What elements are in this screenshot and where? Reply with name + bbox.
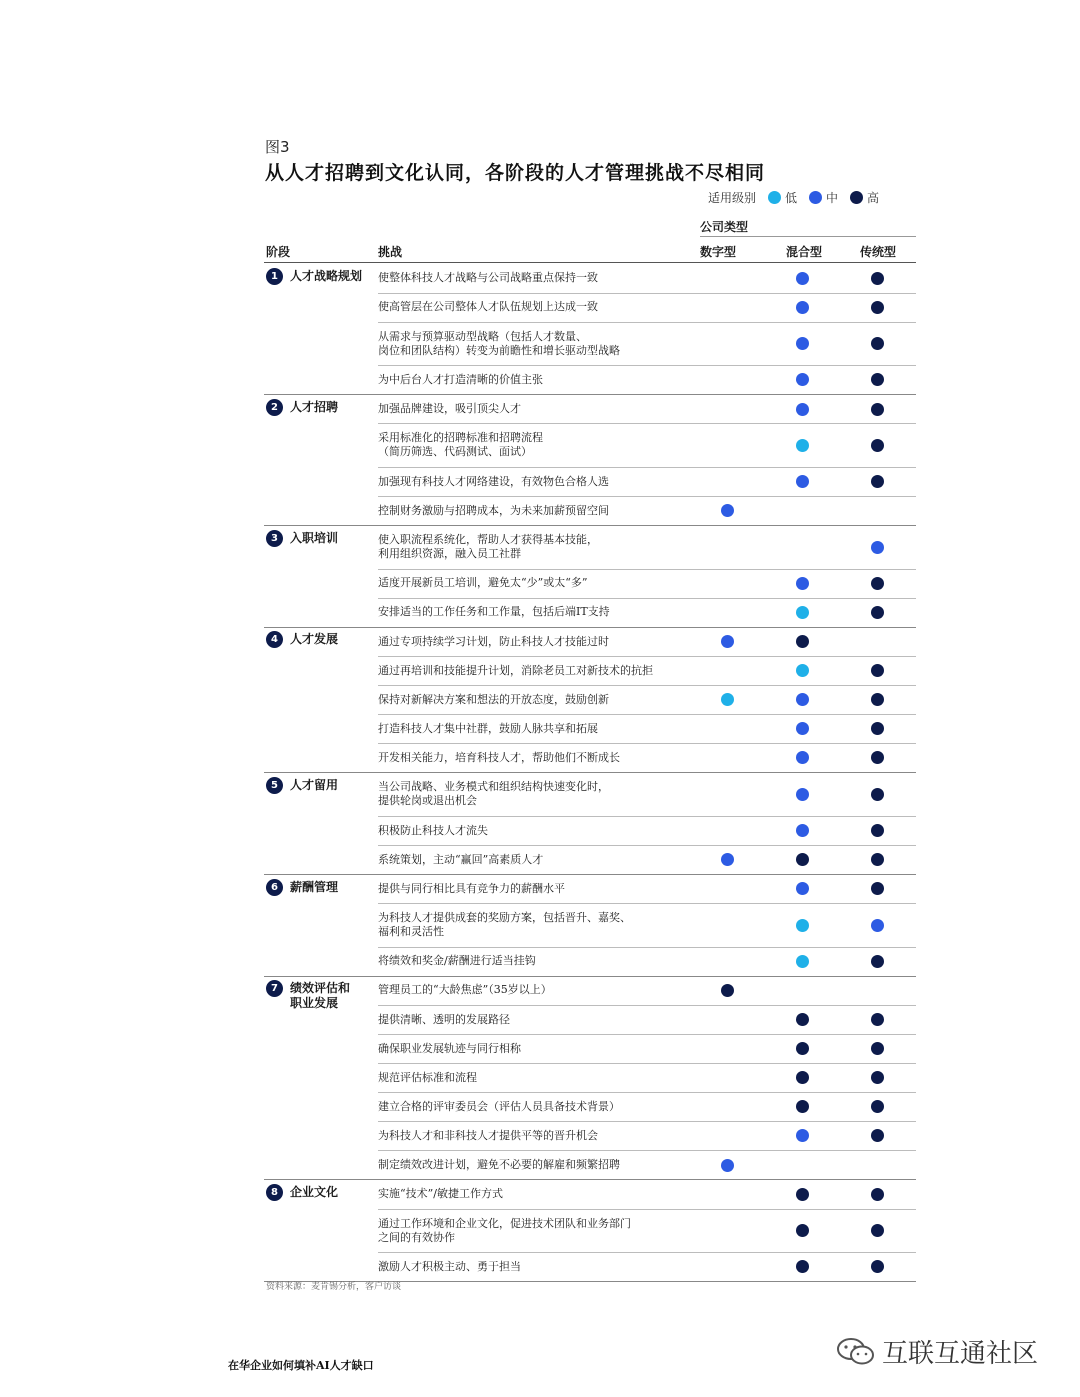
hybrid-high-dot <box>796 1224 809 1237</box>
hybrid-mid-dot <box>796 722 809 735</box>
company-type-divider <box>700 236 916 237</box>
stage-number-badge: 6 <box>266 879 283 896</box>
header-challenge: 挑战 <box>378 245 403 259</box>
challenge-text: 建立合格的评审委员会（评估人员具备技术背景） <box>378 1099 620 1113</box>
hybrid-mid-dot <box>796 577 809 590</box>
hybrid-high-dot <box>796 1013 809 1026</box>
table-row <box>378 1151 916 1180</box>
digital-high-dot <box>721 984 734 997</box>
header-hybrid: 混合型 <box>786 245 823 259</box>
table-row <box>378 1122 916 1151</box>
challenge-text: 提供清晰、透明的发展路径 <box>378 1012 510 1026</box>
hybrid-low-dot <box>796 664 809 677</box>
hybrid-mid-dot <box>796 824 809 837</box>
table-row <box>378 1253 916 1282</box>
stage-number-badge: 7 <box>266 980 283 997</box>
table-row <box>378 627 916 656</box>
traditional-mid-dot <box>871 919 884 932</box>
stage-name: 人才战略规划 <box>290 269 363 283</box>
traditional-high-dot <box>871 1100 884 1113</box>
stage-4 <box>266 631 338 648</box>
hybrid-low-dot <box>796 955 809 968</box>
challenge-text: 为中后台人才打造清晰的价值主张 <box>378 372 543 386</box>
traditional-high-dot <box>871 1224 884 1237</box>
hybrid-low-dot <box>796 606 809 619</box>
challenge-text: 加强品牌建设，吸引顶尖人才 <box>378 402 521 416</box>
stage-5 <box>266 777 338 794</box>
challenge-text: 开发相关能力，培育科技人才，帮助他们不断成长 <box>378 750 620 764</box>
stage-name: 入职培训 <box>290 530 339 545</box>
traditional-high-dot <box>871 272 884 285</box>
challenge-text: 管理员工的“大龄焦虑”（35岁以上） <box>378 983 552 997</box>
digital-mid-dot <box>721 635 734 648</box>
traditional-high-dot <box>871 1042 884 1055</box>
table-row <box>378 395 916 424</box>
challenge-text: 使入职流程系统化，帮助人才获得基本技能， 利用组织资源，融入员工社群 <box>378 533 598 561</box>
table-row <box>378 656 916 685</box>
challenge-text: 安排适当的工作任务和工作量，包括后端IT支持 <box>378 605 610 619</box>
traditional-high-dot <box>871 1188 884 1201</box>
table-row <box>378 816 916 845</box>
table-row <box>378 845 916 874</box>
digital-mid-dot <box>721 1159 734 1172</box>
digital-low-dot <box>721 693 734 706</box>
table-row <box>378 264 916 293</box>
stage-name: 人才发展 <box>290 632 339 647</box>
hybrid-mid-dot <box>796 751 809 764</box>
challenge-text: 实施“技术”/敏捷工作方式 <box>378 1187 503 1201</box>
table-row <box>378 497 916 526</box>
traditional-high-dot <box>871 722 884 735</box>
hybrid-mid-dot <box>796 1129 809 1142</box>
digital-mid-dot <box>721 853 734 866</box>
legend-text-mid: 中 <box>826 191 839 205</box>
table-row <box>378 467 916 496</box>
challenge-text: 采用标准化的招聘标准和招聘流程 （简历筛选、代码测试、面试） <box>378 431 543 459</box>
stage-name: 人才招聘 <box>290 399 339 414</box>
legend-label: 适用级别 <box>708 191 757 205</box>
stage-name: 企业文化 <box>290 1184 339 1199</box>
stage-number-badge: 2 <box>266 399 283 416</box>
hybrid-mid-dot <box>796 693 809 706</box>
stage-name: 绩效评估和 职业发展 <box>290 981 351 1011</box>
challenge-text: 规范评估标准和流程 <box>378 1070 477 1084</box>
challenge-text: 适度开展新员工培训，避免太“少”或太“多” <box>378 576 588 590</box>
wechat-icon <box>836 1337 876 1367</box>
hybrid-high-dot <box>796 1260 809 1273</box>
table-row <box>378 1209 916 1252</box>
challenge-text: 提供与同行相比具有竞争力的薪酬水平 <box>378 881 565 895</box>
challenge-text: 为科技人才和非科技人才提供平等的晋升机会 <box>378 1128 598 1142</box>
source-note: 资料来源：麦肯锡分析，客户访谈 <box>266 1282 402 1292</box>
traditional-high-dot <box>871 475 884 488</box>
digital-mid-dot <box>721 504 734 517</box>
traditional-high-dot <box>871 955 884 968</box>
hybrid-mid-dot <box>796 403 809 416</box>
stage-number-badge: 3 <box>266 530 283 547</box>
stage-name: 人才留用 <box>290 777 339 792</box>
hybrid-high-dot <box>796 853 809 866</box>
challenge-text: 制定绩效改进计划，避免不必要的解雇和频繁招聘 <box>378 1158 620 1172</box>
header-stage: 阶段 <box>266 245 291 259</box>
legend-dot-mid <box>809 191 822 204</box>
table-row <box>378 947 916 976</box>
stage-name: 薪酬管理 <box>290 879 339 894</box>
stage-number-badge: 4 <box>266 631 283 648</box>
table-row <box>378 686 916 715</box>
stage-8 <box>266 1184 338 1201</box>
challenge-text: 通过专项持续学习计划，防止科技人才技能过时 <box>378 634 609 648</box>
legend-item-mid <box>809 189 838 206</box>
challenge-text: 通过再培训和技能提升计划，消除老员工对新技术的抗拒 <box>378 663 653 677</box>
legend-text-low: 低 <box>785 191 798 205</box>
challenge-text: 从需求与预算驱动型战略（包括人才数量、 岗位和团队结构）转变为前瞻性和增长驱动型战略 <box>378 329 620 357</box>
traditional-high-dot <box>871 824 884 837</box>
challenge-text: 激励人才积极主动、勇于担当 <box>378 1259 521 1273</box>
traditional-high-dot <box>871 1260 884 1273</box>
traditional-high-dot <box>871 301 884 314</box>
table-row <box>378 598 916 627</box>
stage-6 <box>266 879 338 896</box>
traditional-high-dot <box>871 403 884 416</box>
stage-number-badge: 5 <box>266 777 283 794</box>
footer-title: 在华企业如何填补AI人才缺口 <box>228 1359 374 1372</box>
table-row <box>378 976 916 1005</box>
traditional-high-dot <box>871 882 884 895</box>
traditional-high-dot <box>871 664 884 677</box>
table-row <box>378 744 916 773</box>
table-row <box>378 875 916 904</box>
challenge-text: 加强现有科技人才网络建设，有效物色合格人选 <box>378 474 609 488</box>
table-row <box>378 904 916 947</box>
company-type-label: 公司类型 <box>700 220 749 234</box>
legend-dot-high <box>850 191 863 204</box>
legend-text-high: 高 <box>867 191 880 205</box>
table-row <box>378 715 916 744</box>
table-row <box>378 1064 916 1093</box>
table-row <box>378 1180 916 1209</box>
table-row <box>378 526 916 569</box>
challenge-text: 将绩效和奖金/薪酬进行适当挂钩 <box>378 954 536 968</box>
legend <box>708 189 879 206</box>
legend-item-high <box>850 189 879 206</box>
traditional-high-dot <box>871 693 884 706</box>
table-row <box>378 1034 916 1063</box>
legend-item-low <box>768 189 797 206</box>
challenge-text: 为科技人才提供成套的奖励方案，包括晋升、嘉奖、 福利和灵活性 <box>378 911 631 939</box>
header-traditional: 传统型 <box>860 245 897 259</box>
stage-1 <box>266 268 362 285</box>
traditional-high-dot <box>871 439 884 452</box>
table-row <box>378 773 916 816</box>
challenge-text: 使高管层在公司整体人才队伍规划上达成一致 <box>378 300 598 314</box>
hybrid-mid-dot <box>796 301 809 314</box>
challenge-text: 当公司战略、业务模式和组织结构快速变化时， 提供轮岗或退出机会 <box>378 780 609 808</box>
traditional-high-dot <box>871 1013 884 1026</box>
traditional-high-dot <box>871 751 884 764</box>
traditional-high-dot <box>871 1129 884 1142</box>
table-row <box>378 293 916 322</box>
challenge-text: 使整体科技人才战略与公司战略重点保持一致 <box>378 271 598 285</box>
stage-number-badge: 8 <box>266 1184 283 1201</box>
hybrid-low-dot <box>796 439 809 452</box>
legend-dot-low <box>768 191 781 204</box>
challenge-text: 系统策划，主动“赢回”高素质人才 <box>378 852 544 866</box>
traditional-mid-dot <box>871 541 884 554</box>
challenge-text: 打造科技人才集中社群，鼓励人脉共享和拓展 <box>378 721 598 735</box>
traditional-high-dot <box>871 337 884 350</box>
challenge-text: 保持对新解决方案和想法的开放态度，鼓励创新 <box>378 692 609 706</box>
stage-number-badge: 1 <box>266 268 283 285</box>
stage-7 <box>266 980 350 1011</box>
challenge-text: 积极防止科技人才流失 <box>378 823 488 837</box>
traditional-high-dot <box>871 788 884 801</box>
table-row <box>378 1093 916 1122</box>
header-digital: 数字型 <box>700 245 737 259</box>
hybrid-mid-dot <box>796 272 809 285</box>
hybrid-low-dot <box>796 919 809 932</box>
header-divider <box>264 262 916 263</box>
traditional-high-dot <box>871 606 884 619</box>
table-row <box>378 569 916 598</box>
traditional-high-dot <box>871 577 884 590</box>
traditional-high-dot <box>871 853 884 866</box>
figure-title: 从人才招聘到文化认同，各阶段的人才管理挑战不尽相同 <box>265 162 766 184</box>
table-row <box>378 366 916 395</box>
hybrid-high-dot <box>796 1042 809 1055</box>
table-row <box>378 424 916 467</box>
hybrid-mid-dot <box>796 337 809 350</box>
traditional-high-dot <box>871 373 884 386</box>
watermark <box>836 1333 1038 1370</box>
watermark-text: 互联互通社区 <box>882 1339 1039 1369</box>
hybrid-high-dot <box>796 1188 809 1201</box>
table-row <box>378 322 916 365</box>
stage-3 <box>266 530 338 547</box>
stage-2 <box>266 399 338 416</box>
table-row <box>378 1005 916 1034</box>
hybrid-mid-dot <box>796 788 809 801</box>
figure-label: 图3 <box>265 138 290 156</box>
hybrid-mid-dot <box>796 882 809 895</box>
hybrid-mid-dot <box>796 475 809 488</box>
traditional-high-dot <box>871 1071 884 1084</box>
hybrid-high-dot <box>796 635 809 648</box>
challenge-text: 确保职业发展轨迹与同行相称 <box>378 1041 521 1055</box>
hybrid-high-dot <box>796 1071 809 1084</box>
hybrid-high-dot <box>796 1100 809 1113</box>
challenge-text: 通过工作环境和企业文化，促进技术团队和业务部门 之间的有效协作 <box>378 1216 631 1244</box>
hybrid-mid-dot <box>796 373 809 386</box>
challenge-text: 控制财务激励与招聘成本，为未来加薪预留空间 <box>378 503 609 517</box>
